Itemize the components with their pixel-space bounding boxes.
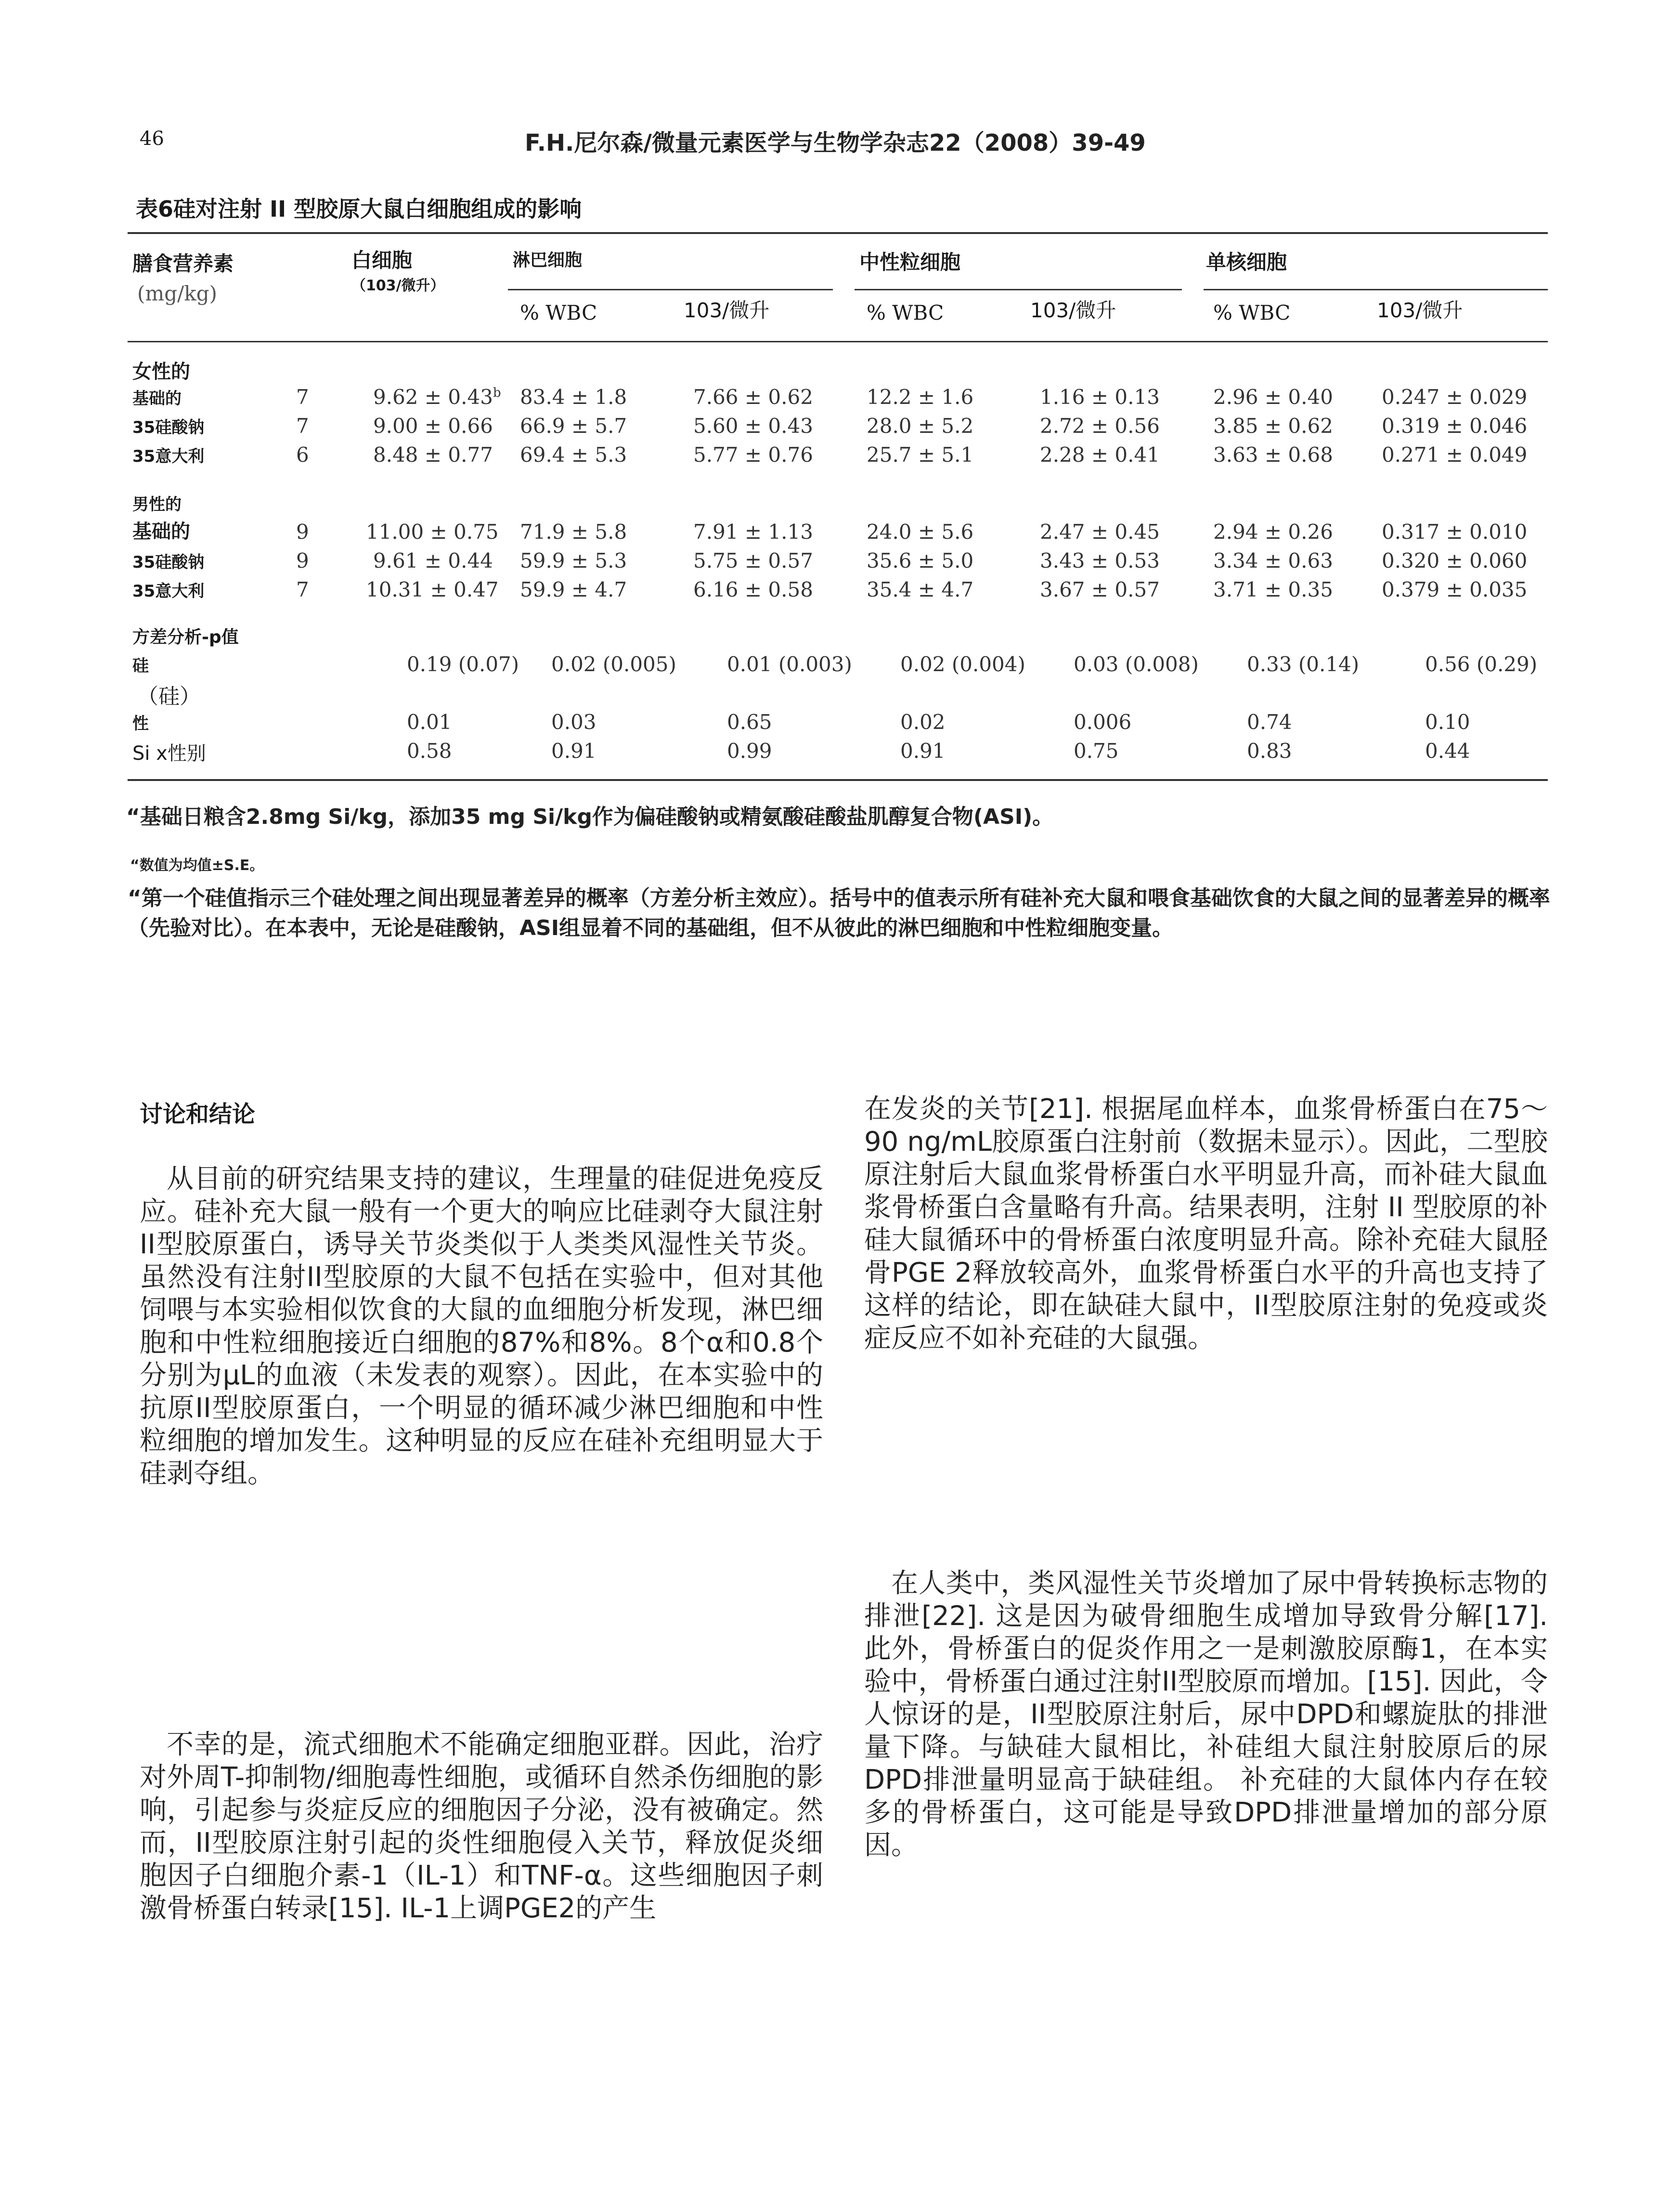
anova-value: 0.10 [1425,710,1470,734]
cell-n: 9 [296,520,309,544]
cell-n: 7 [296,578,309,601]
row-label: 35硅酸钠 [132,418,205,437]
anova-value: 0.75 [1074,739,1119,763]
cell-wbc: 9.61 ± 0.44 [373,549,493,573]
cell-n: 7 [296,385,309,409]
table-footnote: “第一个硅值指示三个硅处理之间出现显著差异的概率（方差分析主效应）。括号中的值表示所有硅补充大鼠和喂食基础饮食的大鼠之间的显著差异的概率（先验对比）。在本表中，无论是硅酸钠，ASI组显着不同的基础组，但不从彼此的淋巴细胞和中性粒细胞变量。 [128,886,1550,940]
cell-neu-pct: 35.6 ± 5.0 [867,549,974,573]
header-neu-abs: 103/微升 [1030,299,1116,322]
body-paragraph: 在发炎的关节[21]. 根据尾血样本，血浆骨桥蛋白在75～90 ng/mL胶原蛋白注射前（数据未显示）。因此，二型胶原注射后大鼠血浆骨桥蛋白水平明显升高，而补硅大鼠血浆骨桥蛋白含量略有升高。结果表明，注射 II 型胶原的补硅大鼠循环中的骨桥蛋白浓度明显升高。除补充硅大鼠胫骨PGE 2释放较高外，血浆骨桥蛋白水平的升高也支持了这样的结论，即在缺硅大鼠中，II型胶原注射的免疫或炎症反应不如补充硅的大鼠强。 [864,1093,1548,1354]
anova-value: 0.83 [1247,739,1292,763]
cell-neu-pct: 24.0 ± 5.6 [867,520,974,544]
header-lym-abs: 103/微升 [684,299,770,322]
header-wbc-unit: （103/微升） [351,277,445,294]
cell-lym-abs: 7.91 ± 1.13 [693,520,813,544]
cell-neu-abs: 3.43 ± 0.53 [1040,549,1160,573]
body-paragraph: 不幸的是，流式细胞术不能确定细胞亚群。因此，治疗对外周T-抑制物/细胞毒性细胞，或循环自然杀伤细胞的影响，引起参与炎症反应的细胞因子分泌，没有被确定。然而，II型胶原注射引起的炎性细胞侵入关节，释放促炎细胞因子白细胞介素-1（IL-1）和TNF-α。这些细胞因子刺激骨桥蛋白转录[15]. IL-1上调PGE2的产生 [140,1729,823,1924]
anova-value: 0.58 [407,739,452,763]
cell-mon-abs: 0.320 ± 0.060 [1382,549,1528,573]
cell-neu-abs: 2.28 ± 0.41 [1040,443,1160,467]
running-header: F.H.尼尔森/微量元素医学与生物学杂志22（2008）39-49 [525,130,1146,156]
header-mon-pct: % WBC [1213,301,1291,325]
cell-mon-abs: 0.317 ± 0.010 [1382,520,1528,544]
anova-value: 0.99 [727,739,772,763]
header-neutrophils: 中性粒细胞 [859,250,961,274]
anova-row-label: 硅 [132,656,149,676]
cell-lym-abs: 5.60 ± 0.43 [693,414,813,438]
cell-wbc: 11.00 ± 0.75 [366,520,499,544]
anova-value: 0.02 [900,710,946,734]
anova-value: 0.56 (0.29) [1425,652,1538,676]
header-neu-pct: % WBC [867,301,944,325]
cell-n: 7 [296,414,309,438]
cell-mon-pct: 3.85 ± 0.62 [1213,414,1333,438]
cell-lym-abs: 7.66 ± 0.62 [693,385,813,409]
cell-lym-abs: 6.16 ± 0.58 [693,578,813,601]
group-label-male: 男性的 [132,495,181,514]
cell-mon-abs: 0.379 ± 0.035 [1382,578,1528,601]
cell-wbc: 8.48 ± 0.77 [373,443,493,467]
cell-neu-pct: 35.4 ± 4.7 [867,578,974,601]
anova-value: 0.01 [407,710,452,734]
header-bottom-rule [128,341,1548,342]
header-diet: 膳食营养素 [132,252,234,275]
table-top-rule [128,232,1548,234]
cell-neu-pct: 12.2 ± 1.6 [867,385,974,409]
header-monocytes: 单核细胞 [1206,250,1287,274]
cell-lym-pct: 66.9 ± 5.7 [520,414,627,438]
page-number: 46 [140,128,164,150]
monocyte-header-rule [1204,289,1548,290]
anova-value: 0.44 [1425,739,1470,763]
anova-value: 0.03 [551,710,596,734]
anova-value: 0.33 (0.14) [1247,652,1360,676]
cell-n: 9 [296,549,309,573]
cell-mon-abs: 0.271 ± 0.049 [1382,443,1528,467]
body-paragraph: 从目前的研究结果支持的建议，生理量的硅促进免疫反应。硅补充大鼠一般有一个更大的响应比硅剥夺大鼠注射II型胶原蛋白，诱导关节炎类似于人类类风湿性关节炎。虽然没有注射II型胶原的大鼠不包括在实验中，但对其他饲喂与本实验相似饮食的大鼠的血细胞分析发现，淋巴细胞和中性粒细胞接近白细胞的87%和8%。8个α和0.8个分别为μL的血液（未发表的观察）。因此，在本实验中的抗原II型胶原蛋白，一个明显的循环减少淋巴细胞和中性粒细胞的增加发生。这种明显的反应在硅补充组明显大于硅剥夺组。 [140,1163,823,1489]
cell-lym-pct: 59.9 ± 5.3 [520,549,627,573]
header-lymphocytes: 淋巴细胞 [513,250,583,270]
row-label: 35硅酸钠 [132,553,205,572]
cell-wbc: 9.62 ± 0.43$^b$ [373,385,501,409]
group-label-female: 女性的 [132,361,190,383]
cell-n: 6 [296,443,309,467]
anova-value: 0.65 [727,710,772,734]
lymphocyte-header-rule [508,289,833,290]
cell-mon-abs: 0.247 ± 0.029 [1382,385,1528,409]
table-caption: 表6硅对注射 II 型胶原大鼠白细胞组成的影响 [136,196,582,222]
row-label: 基础的 [132,389,181,408]
anova-value: 0.19 (0.07) [407,652,519,676]
cell-lym-pct: 59.9 ± 4.7 [520,578,627,601]
cell-mon-pct: 2.96 ± 0.40 [1213,385,1333,409]
cell-mon-pct: 3.71 ± 0.35 [1213,578,1333,601]
neutrophil-header-rule [855,289,1182,290]
cell-lym-pct: 83.4 ± 1.8 [520,385,627,409]
header-diet-unit: (mg/kg) [137,282,217,305]
anova-value: 0.74 [1247,710,1292,734]
header-lym-pct: % WBC [520,301,597,325]
cell-neu-abs: 2.47 ± 0.45 [1040,520,1160,544]
anova-value: 0.02 (0.005) [551,652,676,676]
anova-value: 0.03 (0.008) [1074,652,1199,676]
table-bottom-rule [128,779,1548,781]
table-footnote: “基础日粮含2.8mg Si/kg，添加35 mg Si/kg作为偏硅酸钠或精氨酸硅酸盐肌醇复合物(ASI)。 [126,805,1054,829]
anova-row-label: 性 [132,714,149,733]
anova-value: 0.02 (0.004) [900,652,1025,676]
cell-lym-abs: 5.77 ± 0.76 [693,443,813,467]
cell-lym-pct: 69.4 ± 5.3 [520,443,627,467]
cell-neu-pct: 25.7 ± 5.1 [867,443,974,467]
anova-value: 0.91 [551,739,596,763]
anova-row-label: Si x性别 [132,742,206,765]
table-footnote: “数值为均值±S.E。 [130,857,264,874]
body-paragraph: 在人类中，类风湿性关节炎增加了尿中骨转换标志物的排泄[22]. 这是因为破骨细胞生成增加导致骨分解[17]. 此外，骨桥蛋白的促炎作用之一是刺激胶原酶1，在本实验中，骨桥蛋白通过注射II型胶原而增加。[15]. 因此，令人惊讶的是，II型胶原注射后，尿中DPD和螺旋肽的排泄量下降。与缺硅大鼠相比，补硅组大鼠注射胶原后的尿DPD排泄量明显高于缺硅组。 补充硅的大鼠体内存在较多的骨桥蛋白，这可能是导致DPD排泄量增加的部分原因。 [864,1568,1548,1861]
section-heading: 讨论和结论 [140,1101,256,1128]
anova-row-label-sub: （硅） [137,684,201,709]
row-label: 基础的 [132,520,190,543]
anova-value: 0.01 (0.003) [727,652,852,676]
cell-lym-abs: 5.75 ± 0.57 [693,549,813,573]
cell-mon-pct: 3.34 ± 0.63 [1213,549,1333,573]
anova-value: 0.91 [900,739,946,763]
header-wbc: 白细胞 [351,248,413,272]
cell-neu-abs: 2.72 ± 0.56 [1040,414,1160,438]
cell-neu-abs: 3.67 ± 0.57 [1040,578,1160,601]
cell-lym-pct: 71.9 ± 5.8 [520,520,627,544]
footnote-marker: b [493,386,501,400]
cell-neu-abs: 1.16 ± 0.13 [1040,385,1160,409]
anova-label: 方差分析-p值 [132,627,239,647]
cell-wbc: 9.00 ± 0.66 [373,414,493,438]
row-label: 35意大利 [132,447,205,466]
header-mon-abs: 103/微升 [1377,299,1463,322]
cell-mon-pct: 3.63 ± 0.68 [1213,443,1333,467]
cell-neu-pct: 28.0 ± 5.2 [867,414,974,438]
cell-mon-pct: 2.94 ± 0.26 [1213,520,1333,544]
row-label: 35意大利 [132,582,205,601]
cell-mon-abs: 0.319 ± 0.046 [1382,414,1528,438]
cell-wbc: 10.31 ± 0.47 [366,578,499,601]
anova-value: 0.006 [1074,710,1132,734]
